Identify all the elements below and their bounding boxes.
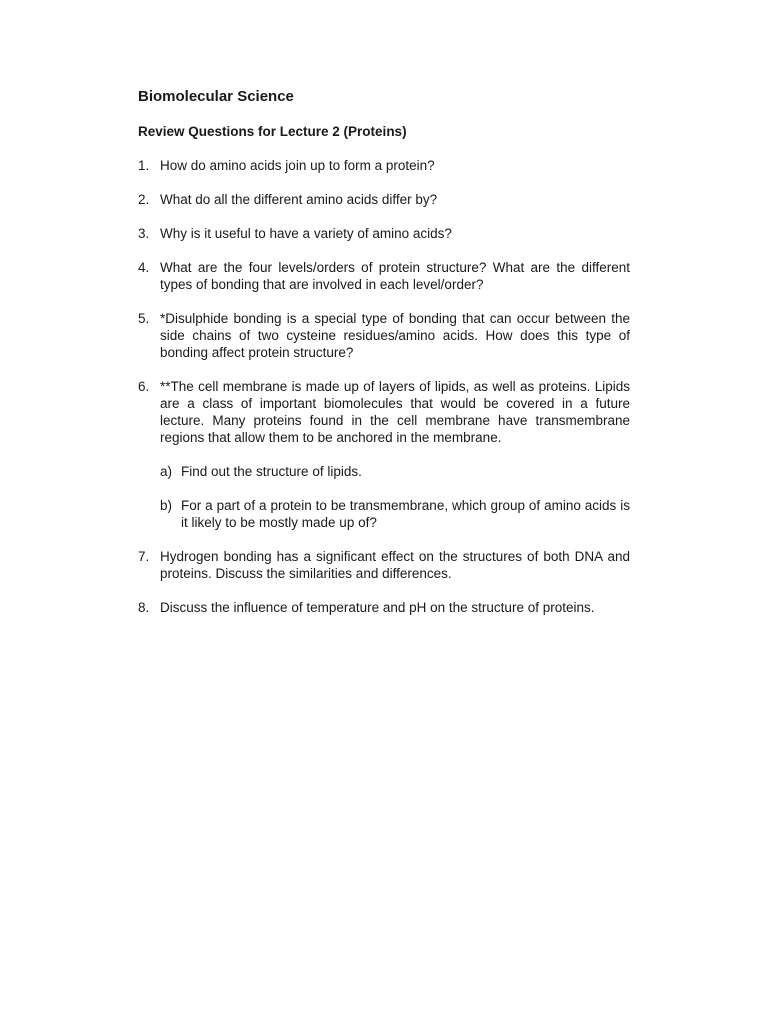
question-text: Hydrogen bonding has a significant effect on the structures of both DNA and proteins. Discuss the similarities and differences. bbox=[160, 549, 630, 581]
question-number: 2. bbox=[138, 192, 150, 207]
sub-question-text: Find out the structure of lipids. bbox=[181, 464, 362, 479]
question-number: 3. bbox=[138, 226, 150, 241]
sub-question-label: a) bbox=[160, 464, 173, 479]
question-body bbox=[160, 157, 630, 174]
question-3 bbox=[138, 225, 630, 242]
question-text: *Disulphide bonding is a special type of bonding that can occur between the side chains of two cysteine residues/amino acids. How does this type of bonding affect protein structure? bbox=[160, 311, 630, 360]
document-page bbox=[138, 88, 630, 633]
question-number: 7. bbox=[138, 549, 150, 564]
question-5 bbox=[138, 310, 630, 361]
question-body bbox=[160, 191, 630, 208]
question-number: 5. bbox=[138, 311, 150, 326]
question-1 bbox=[138, 157, 630, 174]
question-body bbox=[160, 225, 630, 242]
question-number: 8. bbox=[138, 600, 150, 615]
question-6 bbox=[138, 378, 630, 531]
question-body bbox=[160, 378, 630, 531]
sub-question-label: b) bbox=[160, 498, 173, 513]
question-7 bbox=[138, 548, 630, 582]
question-number: 6. bbox=[138, 379, 150, 394]
sub-question-a bbox=[160, 463, 630, 480]
question-text: Why is it useful to have a variety of amino acids? bbox=[160, 226, 452, 241]
question-body bbox=[160, 599, 630, 616]
question-text: What do all the different amino acids differ by? bbox=[160, 192, 438, 207]
question-number: 1. bbox=[138, 158, 150, 173]
question-body bbox=[160, 259, 630, 293]
question-body bbox=[160, 310, 630, 361]
question-text: Discuss the influence of temperature and pH on the structure of proteins. bbox=[160, 600, 595, 615]
question-8 bbox=[138, 599, 630, 616]
document-subtitle: Review Questions for Lecture 2 (Proteins) bbox=[138, 124, 407, 139]
sub-question-b bbox=[160, 497, 630, 531]
sub-question-text: For a part of a protein to be transmembrane, which group of amino acids is it likely to be mostly made up of? bbox=[181, 498, 630, 530]
question-text: How do amino acids join up to form a protein? bbox=[160, 158, 435, 173]
question-text: What are the four levels/orders of protein structure? What are the different types of bonding that are involved in each level/order? bbox=[160, 260, 630, 292]
question-body bbox=[160, 548, 630, 582]
question-2 bbox=[138, 191, 630, 208]
document-title: Biomolecular Science bbox=[138, 88, 294, 105]
question-text: **The cell membrane is made up of layers of lipids, as well as proteins. Lipids are a class of important biomolecules that would be covered in a future lecture. Many proteins found in the cell membrane have transmembrane regions that allow them to be anchored in the membrane. bbox=[160, 379, 630, 445]
question-list bbox=[138, 157, 630, 616]
question-number: 4. bbox=[138, 260, 150, 275]
question-4 bbox=[138, 259, 630, 293]
sub-question-list bbox=[160, 463, 630, 531]
